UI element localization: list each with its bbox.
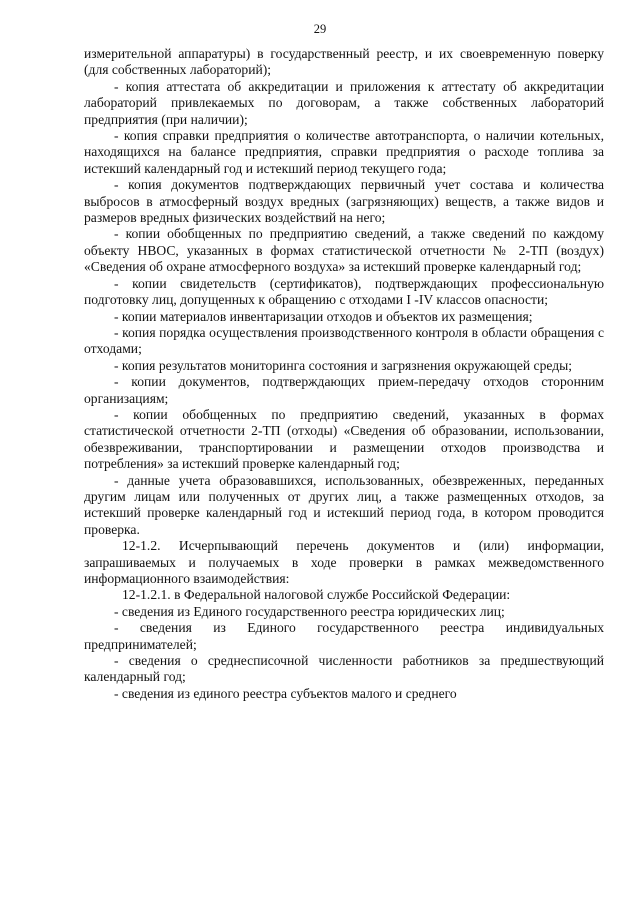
list-item: - копия документов подтверждающих первичный учет состава и количества выбросов в атмосферный воздух вредных (загрязняющих) веществ, а также видов и размеров вредных физических воздействий на него;: [84, 177, 604, 226]
list-item: - копии свидетельств (сертификатов), подтверждающих профессиональную подготовку лиц, допущенных к обращению с отходами I -IV классов опасности;: [84, 275, 604, 308]
list-item: - сведения о среднесписочной численности работников за предшествующий календарный год;: [84, 653, 604, 685]
list-item: - копия справки предприятия о количестве автотранспорта, о наличии котельных, находящихся на балансе предприятия, справки предприятия о расходе топлива за истекший календарный год и истекший период текущего года;: [84, 128, 604, 176]
paragraph: измерительной аппаратуры) в государственный реестр, и их своевременную поверку (для собственных лабораторий);: [84, 46, 604, 78]
list-item: - копии материалов инвентаризации отходов и объектов их размещения;: [114, 308, 533, 324]
page-number: 29: [313, 22, 327, 36]
list-item: - копии документов, подтверждающих прием-передачу отходов сторонним организациям;: [84, 374, 604, 406]
list-item: - копии обобщенных по предприятию сведений, а также сведений по каждому объекту НВОС, указанных в формах статистической отчетности № 2-ТП (воздух) «Сведения об охране атмосферного воздуха» за истекший проверке календарный год;: [84, 226, 604, 275]
list-item: - копия порядка осуществления производственного контроля в области обращения с отходами;: [84, 324, 604, 357]
list-item: - данные учета образовавшихся, использованных, обезвреженных, переданных другим лицам или полученных от других лиц, а также размещенных отходов, за истекший проверке календарный год и истекший период года, в котором проводится проверка.: [84, 472, 604, 537]
list-item: - копия результатов мониторинга состояния и загрязнения окружающей среды;: [114, 357, 573, 373]
list-item: - копии обобщенных по предприятию сведений, указанных в формах статистической отчетности 2-ТП (отходы) «Сведения об образовании, использовании, обезвреживании, транспортировании и размещении отходов производства и потребления» за истекший проверке календарный год;: [84, 406, 604, 472]
list-item: - сведения из Единого государственного реестра юридических лиц;: [114, 603, 505, 619]
section-paragraph: 12-1.2. Исчерпывающий перечень документов и (или) информации, запрашиваемых и получаемых в ходе проверки в рамках межведомственного информационного взаимодействия:: [84, 538, 604, 586]
document-body: [84, 46, 604, 702]
subsection-heading: 12-1.2.1. в Федеральной налоговой службе Российской Федерации:: [122, 587, 511, 603]
list-item: - копия аттестата об аккредитации и приложения к аттестату об аккредитации лабораторий привлекаемых по договорам, а также собственных лабораторий предприятия (при наличии);: [84, 78, 604, 127]
list-item: - сведения из Единого государственного реестра индивидуальных предпринимателей;: [84, 620, 604, 652]
list-item: - сведения из единого реестра субъектов малого и среднего: [114, 685, 457, 701]
